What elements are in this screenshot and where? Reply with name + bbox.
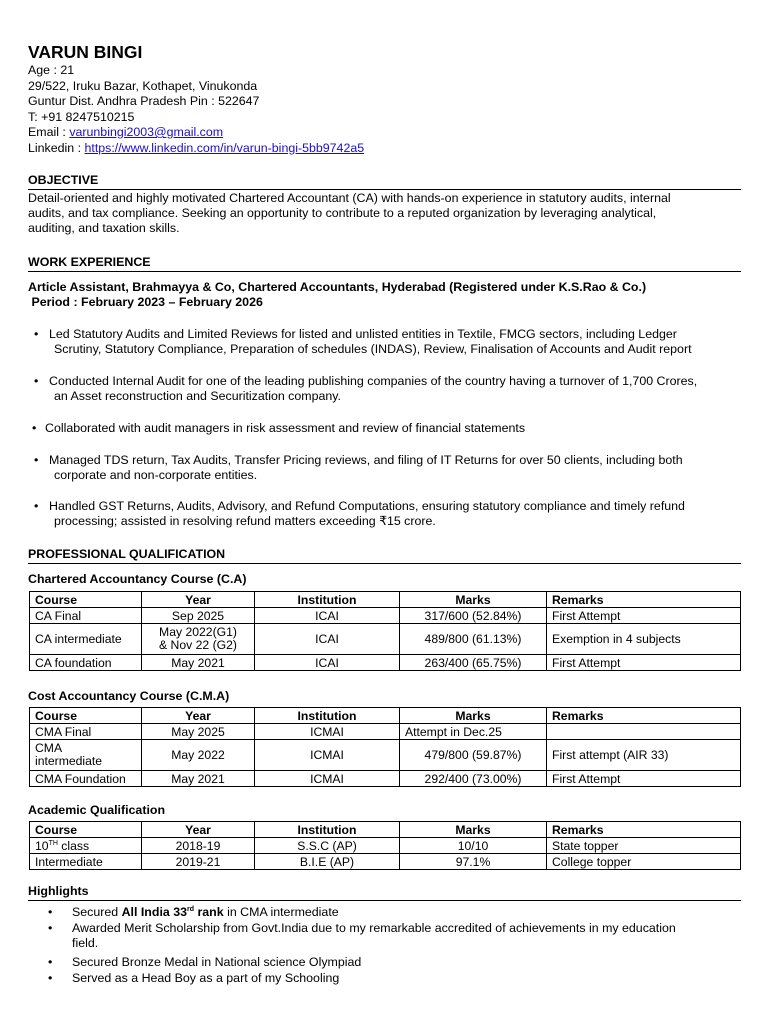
- table-row: CMA Final May 2025 ICMAI Attempt in Dec.25: [30, 724, 741, 740]
- highlight-item: • Secured All India 33rd rank in CMA intermediate: [48, 905, 339, 919]
- work-bullet: • Led Statutory Audits and Limited Reviews for listed and unlisted entities in Textile, FMCG sectors, including Ledger Scrutiny, Statutory Compliance, Preparation of schedules (INDAS), Review, Finalisation of Accounts and Audit report: [34, 327, 692, 356]
- table-row: CMA Foundation May 2021 ICMAI 292/400 (73.00%) First Attempt: [30, 771, 741, 787]
- academic-table: [29, 821, 741, 870]
- contact-block: [28, 63, 364, 156]
- table-row: CA Final Sep 2025 ICAI 317/600 (52.84%) First Attempt: [30, 608, 741, 624]
- table-header-row: Course Year Institution Marks Remarks: [30, 592, 741, 608]
- objective-line: auditing, and taxation skills.: [28, 221, 180, 235]
- table-row: 10TH class 2018-19 S.S.C (AP) 10/10 State topper: [30, 838, 741, 854]
- bullet-dot: •: [34, 327, 39, 341]
- work-bullet: • Managed TDS return, Tax Audits, Transfer Pricing reviews, and filing of IT Returns for over 50 clients, including both corporate and non-corporate entities.: [34, 453, 683, 482]
- highlight-item: • Awarded Merit Scholarship from Govt.India due to my remarkable accredited of achievements in my education field.: [48, 921, 676, 950]
- ca-course-title: Chartered Accountancy Course (C.A): [28, 572, 247, 586]
- highlights-heading: Highlights: [28, 884, 741, 901]
- professional-qualification-heading: PROFESSIONAL QUALIFICATION: [28, 547, 741, 564]
- highlight-item: • Secured Bronze Medal in National science Olympiad: [48, 955, 362, 969]
- table-row: CA intermediate May 2022(G1) & Nov 22 (G2) ICAI 489/800 (61.13%) Exemption in 4 subjects: [30, 624, 741, 655]
- age: Age : 21: [28, 63, 75, 77]
- bullet-dot: •: [32, 421, 37, 435]
- email-row: [28, 125, 364, 141]
- table-header-row: Course Year Institution Marks Remarks: [30, 822, 741, 838]
- table-row: CA foundation May 2021 ICAI 263/400 (65.75%) First Attempt: [30, 655, 741, 671]
- linkedin-row: [28, 141, 364, 157]
- linkedin-link[interactable]: https://www.linkedin.com/in/varun-bingi-5bb9742a5: [84, 140, 365, 155]
- academic-qualification-title: Academic Qualification: [28, 803, 166, 817]
- phone: T: +91 8247510215: [28, 109, 135, 124]
- work-bullet: • Collaborated with audit managers in risk assessment and review of financial statements: [32, 421, 526, 435]
- work-bullet: • Conducted Internal Audit for one of the leading publishing companies of the country having a turnover of 1,700 Crores, an Asset reconstruction and Securitization company.: [34, 374, 698, 403]
- objective-line: audits, and tax compliance. Seeking an opportunity to contribute to a reputed organization by leveraging analytical,: [28, 206, 657, 220]
- cma-table: [29, 707, 741, 787]
- bullet-dot: •: [34, 453, 39, 467]
- table-header-row: Course Year Institution Marks Remarks: [30, 708, 741, 724]
- highlight-item: • Served as a Head Boy as a part of my Schooling: [48, 971, 340, 985]
- email-label: Email :: [28, 125, 70, 139]
- table-row: CMA intermediate May 2022 ICMAI 479/800 (59.87%) First attempt (AIR 33): [30, 740, 741, 771]
- period-line: Period : February 2023 – February 2026: [28, 295, 263, 309]
- work-bullet: • Handled GST Returns, Audits, Advisory, and Refund Computations, ensuring statutory compliance and timely refund processing; assisted in resolving refund matters exceeding ₹15 crore.: [34, 499, 685, 528]
- email-link[interactable]: varunbingi2003@gmail.com: [69, 125, 224, 139]
- objective-line: Detail-oriented and highly motivated Chartered Accountant (CA) with hands-on experience in statutory audits, internal: [28, 191, 671, 205]
- cma-course-title: Cost Accountancy Course (C.M.A): [28, 689, 230, 703]
- address-line-2: Guntur Dist. Andhra Pradesh Pin : 522647: [28, 94, 260, 108]
- ca-table: [29, 591, 741, 671]
- work-experience-heading: WORK EXPERIENCE: [28, 255, 741, 272]
- bullet-dot: •: [34, 499, 39, 513]
- objective-text: [28, 191, 741, 236]
- candidate-name: VARUN BINGI: [28, 42, 143, 62]
- objective-heading: OBJECTIVE: [28, 173, 741, 190]
- firm-line: Article Assistant, Brahmayya & Co, Chartered Accountants, Hyderabad (Registered under K.S.Rao & Co.): [28, 280, 647, 294]
- linkedin-label: Linkedin :: [28, 140, 85, 155]
- table-row: Intermediate 2019-21 B.I.E (AP) 97.1% College topper: [30, 854, 741, 870]
- address-line-1: 29/522, Iruku Bazar, Kothapet, Vinukonda: [28, 78, 258, 93]
- bullet-dot: •: [34, 374, 39, 388]
